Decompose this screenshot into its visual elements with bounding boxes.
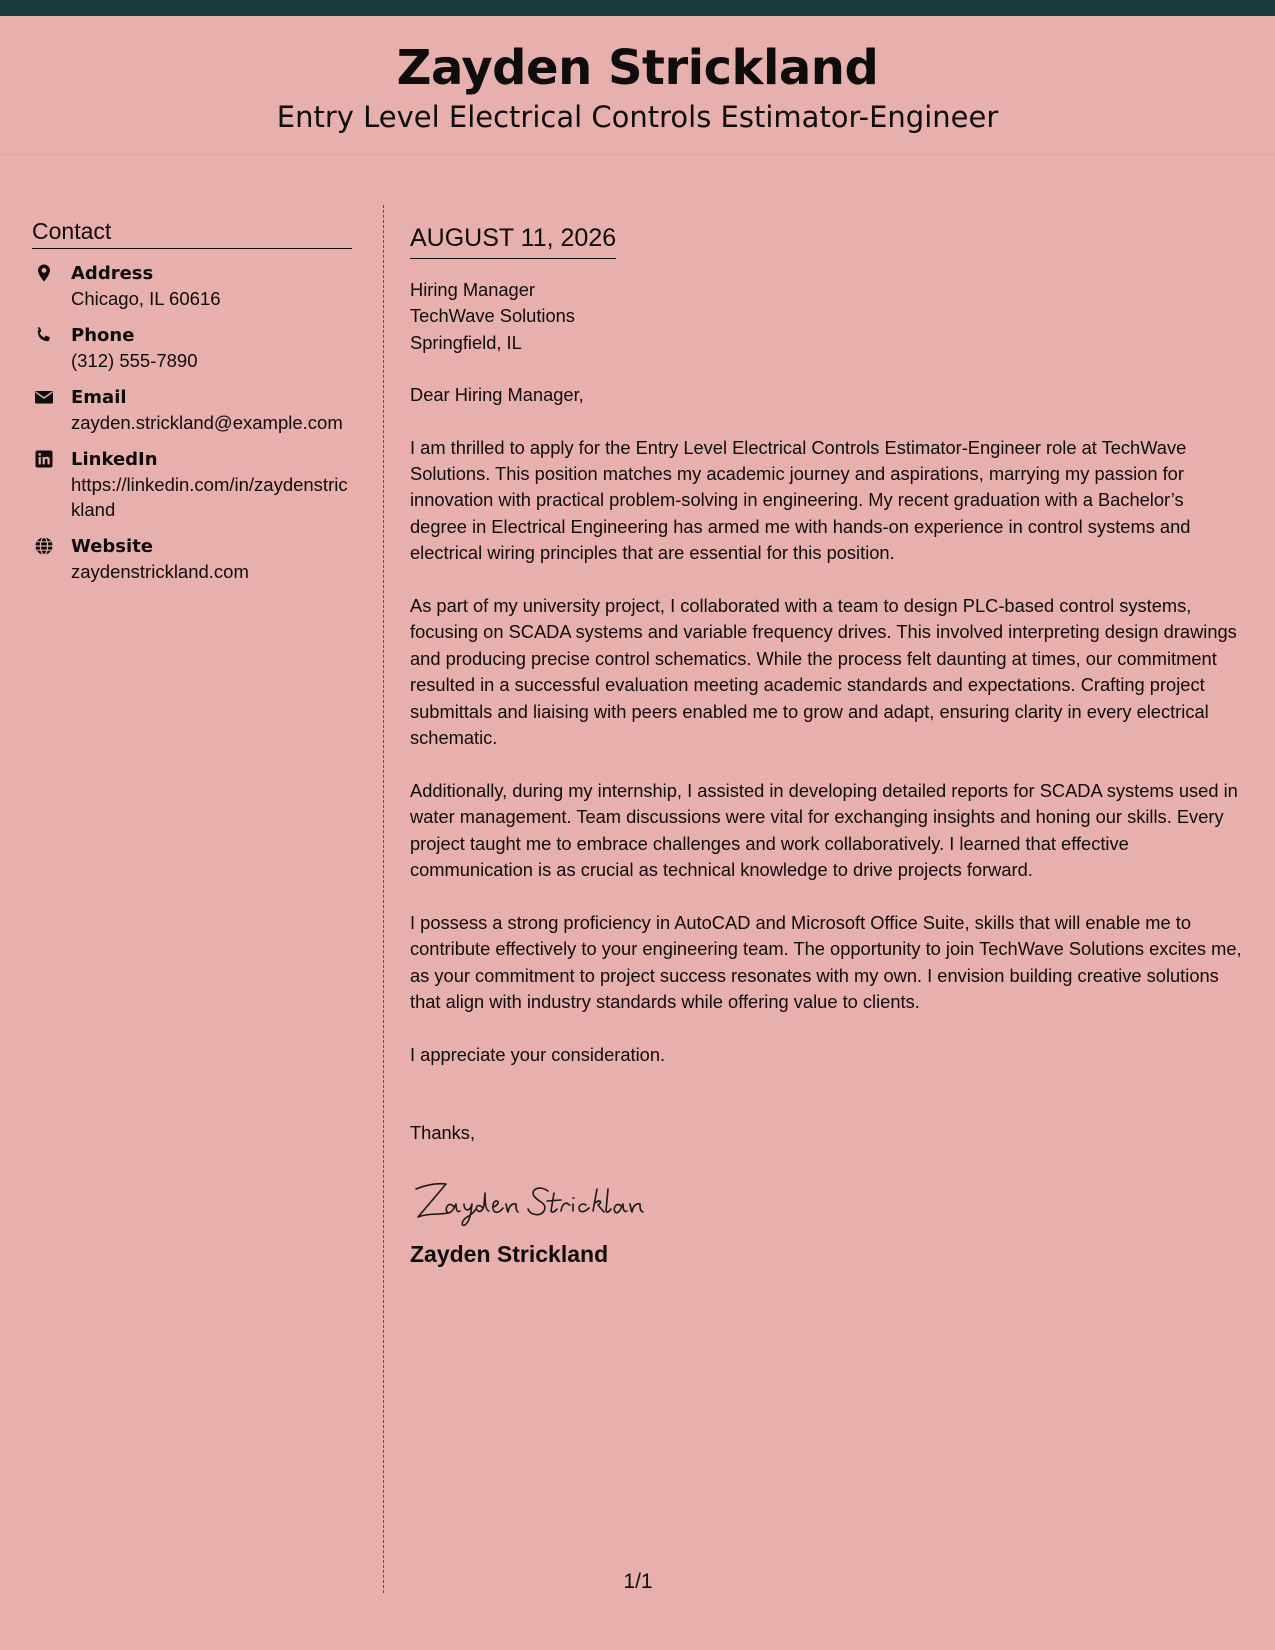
email-value[interactable]: zayden.strickland@example.com — [71, 412, 343, 434]
letter-paragraph: I possess a strong proficiency in AutoCAD and Microsoft Office Suite, skills that will enable me to contribute effectively to your engineering team. The opportunity to join TechWave Solutions excites me, as your commitment to project success resonates with my own. I envision building creative solutions that align with industry standards while offering value to clients. — [410, 911, 1242, 1013]
recipient-line: Springfield, IL — [410, 331, 522, 353]
address-value: Chicago, IL 60616 — [71, 288, 221, 310]
contact-heading: Contact — [32, 218, 352, 249]
contact-email — [32, 385, 352, 435]
linkedin-icon — [34, 449, 54, 469]
contact-label: Phone — [71, 325, 135, 347]
job-title: Entry Level Electrical Controls Estimator-Engineer — [276, 100, 999, 134]
letter-date: AUGUST 11, 2026 — [410, 222, 616, 259]
signer-name: Zayden Strickland — [410, 1240, 609, 1267]
contact-sidebar — [32, 218, 352, 596]
map-pin-icon — [34, 263, 54, 283]
closing: Thanks, — [410, 1122, 476, 1144]
salutation: Dear Hiring Manager, — [410, 384, 584, 406]
contact-address — [32, 261, 352, 311]
contact-phone — [32, 323, 352, 373]
letter-paragraph: As part of my university project, I collaborated with a team to design PLC-based control systems, focusing on SCADA systems and variable frequency drives. This involved interpreting design drawings and producing precise control schematics. While the process felt daunting at times, our commitment resulted in a successful evaluation meeting academic standards and expectations. Crafting project submittals and liaising with peers enabled me to grow and adapt, ensuring clarity in every electrical schematic. — [410, 595, 1237, 749]
phone-icon — [34, 325, 54, 345]
recipient-line: TechWave Solutions — [410, 305, 575, 327]
phone-value[interactable]: (312) 555-7890 — [71, 350, 198, 372]
website-value[interactable]: zaydenstrickland.com — [71, 561, 249, 583]
page-number: 1/1 — [623, 1570, 653, 1593]
letter-body — [410, 222, 1245, 1267]
contact-label: LinkedIn — [71, 449, 158, 471]
contact-label: Email — [71, 387, 127, 409]
linkedin-value[interactable]: https://linkedin.com/in/zaydenstrickland — [71, 474, 348, 521]
contact-label: Website — [71, 536, 154, 558]
applicant-name: Zayden Strickland — [396, 40, 879, 96]
globe-icon — [34, 536, 54, 556]
contact-linkedin — [32, 447, 352, 522]
letter-paragraph: I appreciate your consideration. — [410, 1043, 666, 1065]
header — [0, 16, 1275, 155]
column-divider — [383, 205, 384, 1593]
letter-paragraph: Additionally, during my internship, I assisted in developing detailed reports for SCADA systems used in water management. Team discussions were vital for exchanging insights and honing our skills. Every project taught me to embrace challenges and work collaboratively. I learned that effective communication is as crucial as technical knowledge to drive projects forward. — [410, 779, 1238, 881]
recipient-line: Hiring Manager — [410, 279, 535, 300]
contact-website — [32, 534, 352, 584]
handwritten-signature — [410, 1171, 1245, 1231]
letter-paragraph: I am thrilled to apply for the Entry Level Electrical Controls Estimator-Engineer role at TechWave Solutions. This position matches my academic journey and aspirations, marrying my passion for innovation with practical problem-solving in engineering. My recent graduation with a Bachelor’s degree in Electrical Engineering has armed me with hands-on experience in control systems and electrical wiring principles that are essential for this position. — [410, 436, 1191, 564]
contact-label: Address — [71, 263, 154, 285]
envelope-icon — [34, 387, 54, 407]
recipient-block — [410, 277, 1245, 356]
top-accent-bar — [0, 0, 1275, 16]
